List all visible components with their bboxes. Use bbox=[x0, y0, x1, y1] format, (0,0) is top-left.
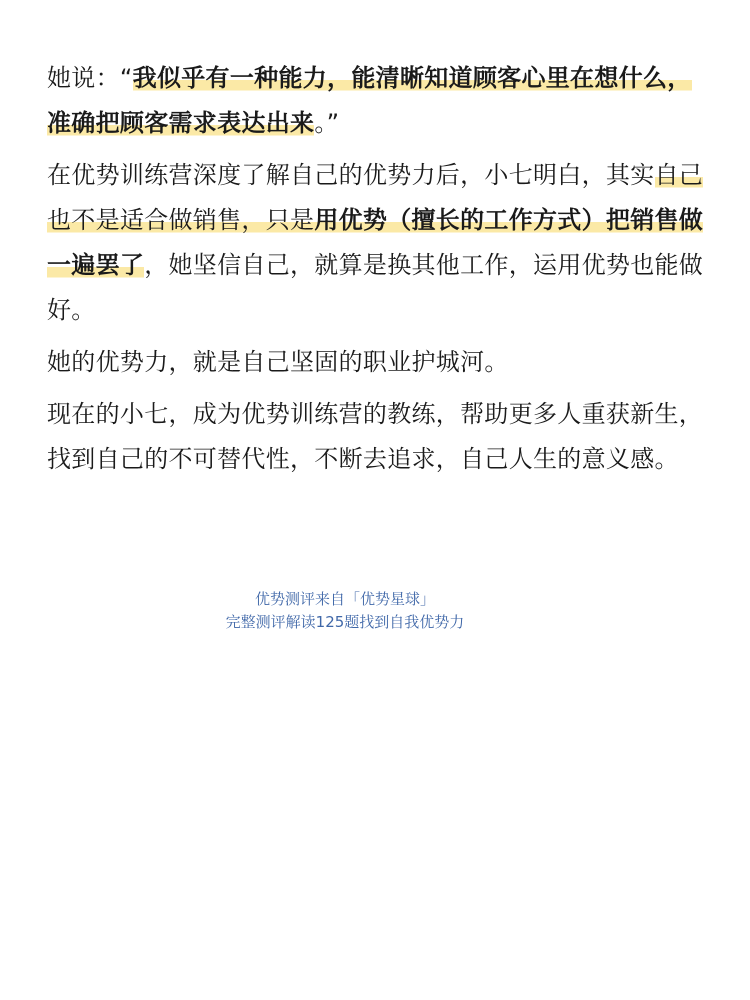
footer-line-source: 优势测评来自「优势星球」 bbox=[254, 590, 435, 608]
paragraph-realization bbox=[47, 153, 707, 333]
article-body bbox=[47, 56, 707, 489]
highlighted-realization-bold: 用优势（擅长的工作方式）把销售做一遍罢了 bbox=[47, 206, 704, 279]
paragraph-moat bbox=[47, 340, 707, 385]
realization-text-a: 在优势训练营深度了解自己的优势力后，小七明白，其实 bbox=[47, 161, 655, 189]
paragraph-quote bbox=[47, 56, 707, 146]
now-text: 现在的小七，成为优势训练营的教练，帮助更多人重获新生，找到自己的不可替代性，不断去追求，自己人生的意义感。 bbox=[47, 400, 704, 473]
moat-text: 她的优势力，就是自己坚固的职业护城河。 bbox=[47, 348, 509, 376]
highlighted-quote-line1: 我似乎有一种能力，能清晰知道顾客心里在想什么， bbox=[132, 64, 692, 92]
quote-prefix: 她说：“ bbox=[47, 64, 133, 92]
highlighted-quote-line2: 准确把顾客需求表达出来 bbox=[47, 109, 315, 137]
quote-suffix: 。” bbox=[314, 109, 340, 137]
paragraph-now bbox=[47, 392, 707, 482]
realization-text-b: ，她坚信自己，就算是换其他工作，运用优势也能做好。 bbox=[47, 251, 704, 324]
highlighted-realization-plain: 自己也不是适合做销售，只是 bbox=[47, 161, 704, 234]
footer-note bbox=[0, 588, 690, 634]
footer-line-assessment: 完整测评解读125题找到自我优势力 bbox=[225, 613, 465, 631]
